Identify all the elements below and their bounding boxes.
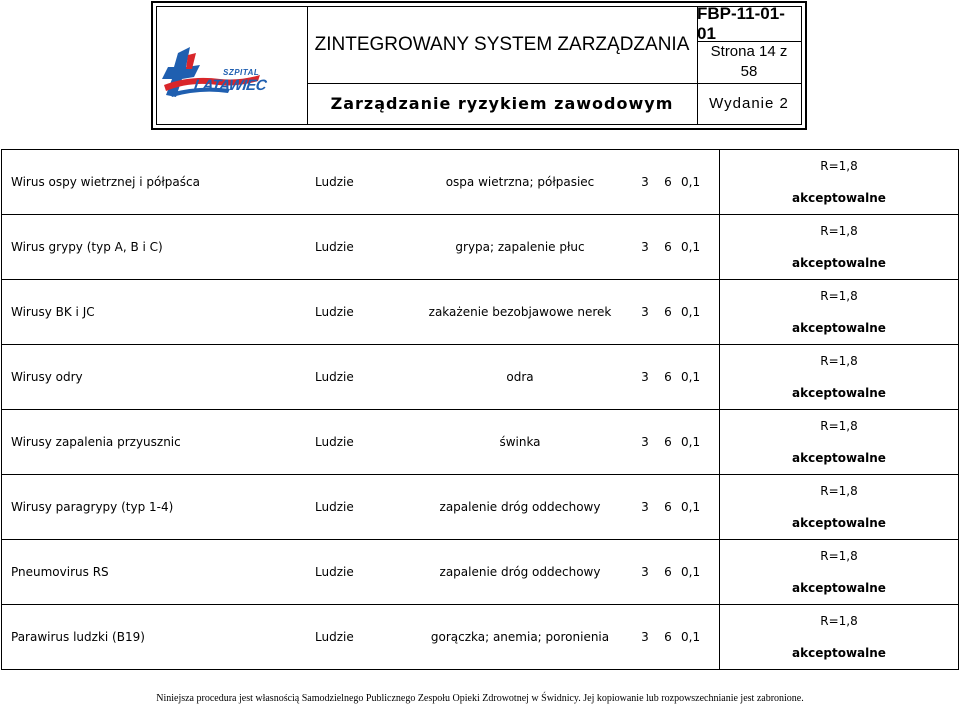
table-row (2, 215, 959, 280)
route-cell: Ludzie (303, 280, 405, 345)
system-title: ZINTEGROWANY SYSTEM ZARZĄDZANIA (307, 7, 698, 84)
risk-cell (720, 475, 959, 540)
header-frame (156, 6, 802, 125)
risk-rating: akceptowalne (792, 256, 886, 270)
risk-cell (720, 215, 959, 280)
severity-cell: 6 (655, 345, 681, 410)
weight-cell: 0,1 (681, 540, 720, 605)
risk-rating: akceptowalne (792, 581, 886, 595)
effect-cell: odra (405, 345, 635, 410)
risk-table (1, 149, 959, 670)
agent-cell: Wirusy zapalenia przyusznic (2, 410, 304, 475)
risk-rating: akceptowalne (792, 386, 886, 400)
risk-cell (720, 540, 959, 605)
risk-rating: akceptowalne (792, 321, 886, 335)
table-row (2, 345, 959, 410)
page-number-line1: Strona 14 z (710, 43, 788, 60)
table-row (2, 540, 959, 605)
risk-value: R=1,8 (820, 159, 858, 173)
agent-cell: Parawirus ludzki (B19) (2, 605, 304, 670)
probability-cell: 3 (635, 410, 655, 475)
risk-table-body (2, 150, 959, 670)
severity-cell: 6 (655, 410, 681, 475)
agent-cell: Wirusy BK i JC (2, 280, 304, 345)
agent-cell: Pneumovirus RS (2, 540, 304, 605)
agent-cell: Wirus grypy (typ A, B i C) (2, 215, 304, 280)
weight-cell: 0,1 (681, 280, 720, 345)
route-cell: Ludzie (303, 540, 405, 605)
probability-cell: 3 (635, 150, 655, 215)
page-number-line2: 58 (740, 63, 758, 80)
effect-cell: gorączka; anemia; poronienia (405, 605, 635, 670)
footer-notice: Niniejsza procedura jest własnością Samodzielnego Publicznego Zespołu Opieki Zdrowotnej w Świdnicy. Jej kopiowanie lub rozpowszechnianie jest zabronione. (156, 693, 804, 704)
severity-cell: 6 (655, 215, 681, 280)
document-code: FBP-11-01-01 (697, 7, 801, 42)
table-row (2, 605, 959, 670)
risk-rating: akceptowalne (792, 646, 886, 660)
effect-cell: zakażenie bezobjawowe nerek (405, 280, 635, 345)
probability-cell: 3 (635, 605, 655, 670)
risk-value: R=1,8 (820, 549, 858, 563)
weight-cell: 0,1 (681, 345, 720, 410)
weight-cell: 0,1 (681, 410, 720, 475)
agent-cell: Wirusy paragrypy (typ 1-4) (2, 475, 304, 540)
agent-cell: Wirus ospy wietrznej i półpaśca (2, 150, 304, 215)
agent-cell: Wirusy odry (2, 345, 304, 410)
logo-szpital-text: SZPITAL (223, 68, 260, 77)
effect-cell: grypa; zapalenie płuc (405, 215, 635, 280)
risk-value: R=1,8 (820, 289, 858, 303)
logo-cell (157, 7, 308, 124)
route-cell: Ludzie (303, 345, 405, 410)
probability-cell: 3 (635, 280, 655, 345)
table-row (2, 280, 959, 345)
logo-name-text: LATAWIEC (192, 77, 268, 94)
severity-cell: 6 (655, 605, 681, 670)
table-row (2, 150, 959, 215)
probability-cell: 3 (635, 345, 655, 410)
probability-cell: 3 (635, 215, 655, 280)
route-cell: Ludzie (303, 150, 405, 215)
weight-cell: 0,1 (681, 605, 720, 670)
risk-rating: akceptowalne (792, 191, 886, 205)
severity-cell: 6 (655, 150, 681, 215)
risk-value: R=1,8 (820, 224, 858, 238)
severity-cell: 6 (655, 540, 681, 605)
risk-rating: akceptowalne (792, 451, 886, 465)
table-row (2, 410, 959, 475)
weight-cell: 0,1 (681, 150, 720, 215)
risk-cell (720, 410, 959, 475)
effect-cell: świnka (405, 410, 635, 475)
document-header (151, 1, 807, 130)
risk-rating: akceptowalne (792, 516, 886, 530)
document-subject: Zarządzanie ryzykiem zawodowym (307, 83, 698, 124)
effect-cell: zapalenie dróg oddechowy (405, 540, 635, 605)
edition: Wydanie 2 (709, 95, 789, 112)
route-cell: Ludzie (303, 410, 405, 475)
probability-cell: 3 (635, 475, 655, 540)
probability-cell: 3 (635, 540, 655, 605)
risk-value: R=1,8 (820, 419, 858, 433)
risk-value: R=1,8 (820, 484, 858, 498)
risk-cell (720, 280, 959, 345)
severity-cell: 6 (655, 475, 681, 540)
weight-cell: 0,1 (681, 215, 720, 280)
effect-cell: ospa wietrzna; półpasiec (405, 150, 635, 215)
weight-cell: 0,1 (681, 475, 720, 540)
risk-value: R=1,8 (820, 354, 858, 368)
route-cell: Ludzie (303, 215, 405, 280)
page-number (697, 41, 801, 84)
risk-cell (720, 605, 959, 670)
effect-cell: zapalenie dróg oddechowy (405, 475, 635, 540)
risk-cell (720, 345, 959, 410)
severity-cell: 6 (655, 280, 681, 345)
route-cell: Ludzie (303, 605, 405, 670)
table-row (2, 475, 959, 540)
risk-value: R=1,8 (820, 614, 858, 628)
risk-cell (720, 150, 959, 215)
route-cell: Ludzie (303, 475, 405, 540)
